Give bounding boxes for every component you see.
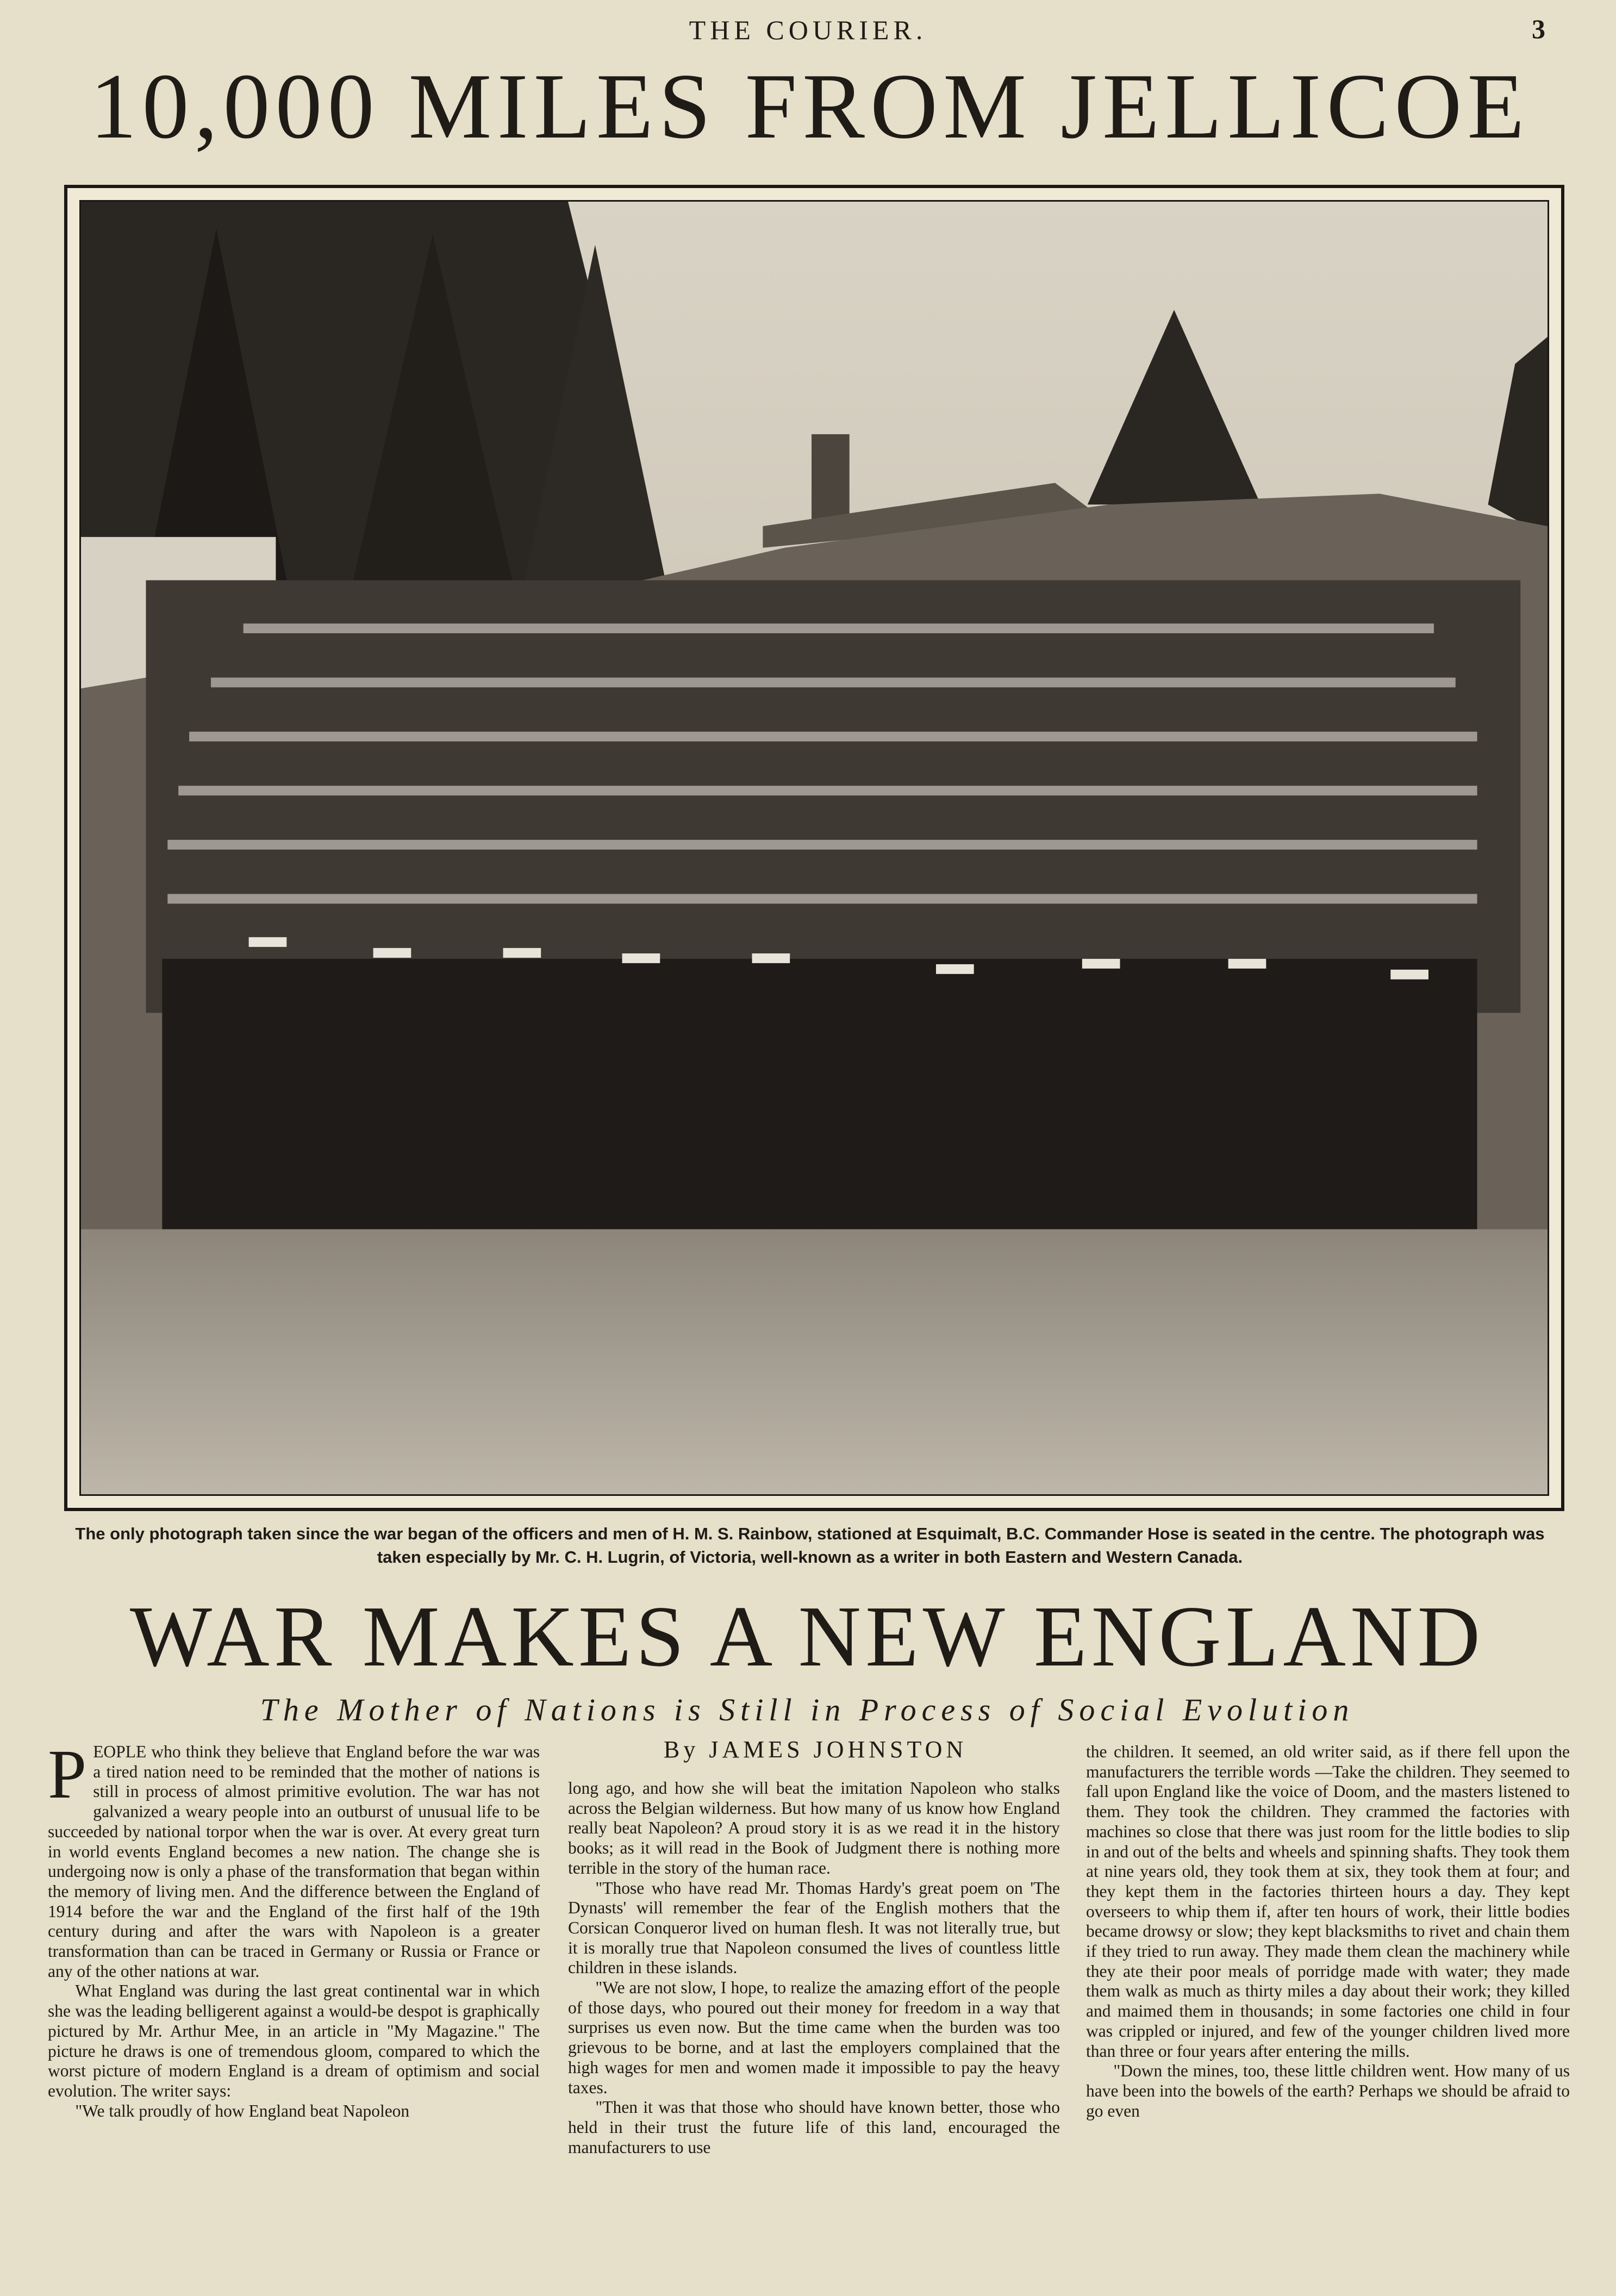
paragraph: "Those who have read Mr. Thomas Hardy's great poem on 'The Dynasts' will remember the fear of the English mothers that the Corsican Conqueror lived on human flesh. It was not literally true, but it is morally true that Napoleon consumed the lives of countless little children in these islands.	[568, 1878, 1060, 1977]
paragraph: the children. It seemed, an old writer said, as if there fell upon the manufacturers the terrible words —Take the children. They seemed to fall upon England like the voice of Doom, and the masters listened to them. They took the children. They crammed the factories with machines so close that there was just room for the little bodies to slip in and out of the belts and wheels and spinning shafts. They took them at nine years old, they took them at six, they took them at four; and they kept them in the factories thirteen hours a day. They kept overseers to whip them if, after ten hours of work, their little bodies became drowsy or slow; they kept blacksmiths to rivet and chain them if they tried to run away. They made them clean the machinery while they ate their poor meals of porridge made with water; they made them walk as much as thirty miles a day about their work; they killed and maimed them in thousands; in some factories one child in four was crippled or injured, and few of the younger children lived more than three or four years after entering the mills.	[1086, 1742, 1570, 2061]
article-column-3	[1086, 1742, 1570, 2286]
drop-cap: P	[48, 1742, 87, 1813]
group-photo	[79, 200, 1549, 1496]
top-headline: 10,000 MILES FROM JELLICOE	[90, 55, 1530, 158]
paragraph: "Down the mines, too, these little children went. How many of us have been into the bowels of the earth? Perhaps we should be afraid to go even	[1086, 2061, 1570, 2120]
paragraph-text: EOPLE who think they believe that England before the war was a tired nation need to be reminded that the mother of nations is still in process of almost primitive evolution. The war has not galvanized a weary people into an outburst of unusual life to be succeeded by national torpor when the war is over. At every great turn in world events England becomes a new nation. The change she is undergoing now is only a phase of the transformation that began within the memory of living men. And the difference between the England of 1914 before the war and the England of the first half of the 19th century during and after the wars with Napoleon is a greater transformation than can be traced in Germany or Russia or France or any of the other nations at war.	[48, 1742, 540, 1981]
page-number: 3	[1532, 14, 1545, 44]
article-column-1	[48, 1742, 540, 2286]
paragraph: What England was during the last great continental war in which she was the leading belligerent against a would-be despot is graphically pictured by Mr. Arthur Mee, in an article in "My Magazine." The picture he draws is one of tremendous gloom, compared to which the worst picture of modern England is a dream of optimism and social evolution. The writer says:	[48, 1981, 540, 2100]
article-headline: WAR MAKES A NEW ENGLAND	[129, 1588, 1485, 1684]
paragraph: long ago, and how she will beat the imitation Napoleon who stalks across the Belgian wilderness. But how many of us know how England really beat Napoleon? A proud story it is as we read it in the history books; as it will read in the Book of Judgment there is nothing more terrible in the story of the human race.	[568, 1779, 1060, 1877]
group-photo-image	[81, 202, 1548, 1494]
paragraph: "Then it was that those who should have known better, those who held in their trust the future life of this land, encouraged the manufacturers to use	[568, 2098, 1060, 2157]
photo-caption: The only photograph taken since the war began of the officers and men of H. M. S. Rainbow, stationed at Esquimalt, B.C. Commander Hose is seated in the centre. The photograph was taken especially by Mr. C. H. Lugrin, of Victoria, well-known as a writer in both Eastern and Western Canada.	[75, 1524, 1545, 1567]
article-subheadline: The Mother of Nations is Still in Process of Social Evolution	[260, 1692, 1355, 1727]
paragraph: "We are not slow, I hope, to realize the amazing effort of the people of those days, who poured out their money for freedom in a way that surprises us even now. But the time came when the burden was too grievous to be borne, and at last the employers complained that the high wages for men and women made it impossible to pay the heavy taxes.	[568, 1978, 1060, 2097]
photo-frame	[64, 185, 1564, 1511]
article-byline: By JAMES JOHNSTON	[663, 1736, 968, 1763]
masthead	[0, 10, 1616, 48]
paragraph	[48, 1742, 540, 1981]
article-column-2	[568, 1779, 1060, 2286]
paragraph: "We talk proudly of how England beat Napoleon	[75, 2101, 410, 2120]
publication-name: THE COURIER.	[689, 15, 927, 45]
